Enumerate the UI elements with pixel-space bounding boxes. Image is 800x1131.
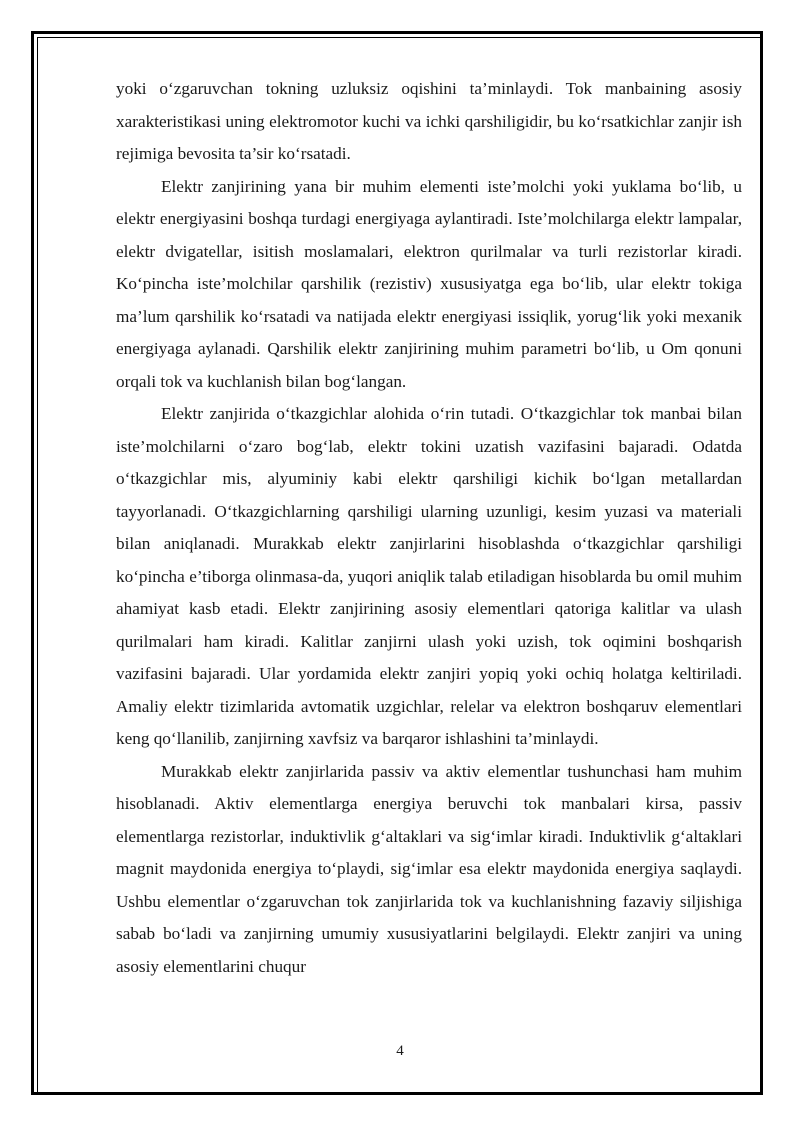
paragraph: Elektr zanjirining yana bir muhim elementi iste’molchi yoki yuklama bo‘lib, u elektr energiyasini boshqa turdagi energiyaga aylantiradi. Iste’molchilarga elektr lampalar, elektr dvigatellar, isitish moslamalari, elektron qurilmalar va turli rezistorlar kiradi. Ko‘pincha iste’molchilar qarshilik (rezistiv) xususiyatga ega bo‘lib, ular elektr tokiga ma’lum qarshilik ko‘rsatadi va natijada elektr energiyasi issiqlik, yorug‘lik yoki mexanik energiyaga aylanadi. Qarshilik elektr zanjirining muhim parametri bo‘lib, u Om qonuni orqali tok va kuchlanish bilan bog‘langan. [116,176,742,391]
page-number: 4 [396,1043,404,1059]
paragraph: Murakkab elektr zanjirlarida passiv va aktiv elementlar tushunchasi ham muhim hisoblanadi. Aktiv elementlarga energiya beruvchi tok manbalari kirsa, passiv elementlarga rezistorlar, induktivlik g‘altaklari va sig‘imlar kiradi. Induktivlik g‘altaklari magnit maydonida energiya to‘playdi, sig‘imlar esa elektr maydonida energiya saqlaydi. Ushbu elementlar o‘zgaruvchan tok zanjirlarida tok va kuchlanishning fazaviy siljishiga sabab bo‘ladi va zanjirning umumiy xususiyatlarini belgilaydi. Elektr zanjiri va uning asosiy elementlarini chuqur [116,761,742,976]
paragraph: yoki o‘zgaruvchan tokning uzluksiz oqishini ta’minlaydi. Tok manbaining asosiy xarakteristikasi uning elektromotor kuchi va ichki qarshiligidir, bu ko‘rsatkichlar zanjir ish rejimiga bevosita ta’sir ko‘rsatadi. [116,79,742,163]
body-text [116,73,742,983]
paragraph: Elektr zanjirida o‘tkazgichlar alohida o‘rin tutadi. O‘tkazgichlar tok manbai bilan iste’molchilarni o‘zaro bog‘lab, elektr tokini uzatish vazifasini bajaradi. Odatda o‘tkazgichlar mis, alyuminiy kabi elektr qarshiligi kichik bo‘lgan metallardan tayyorlanadi. O‘tkazgichlarning qarshiligi ularning uzunligi, kesim yuzasi va materiali bilan aniqlanadi. Murakkab elektr zanjirlarini hisoblashda o‘tkazgichlar qarshiligi ko‘pincha e’tiborga olinmasa-da, yuqori aniqlik talab etiladigan hisoblarda bu omil muhim ahamiyat kasb etadi. Elektr zanjirining asosiy elementlari qatoriga kalitlar va ulash qurilmalari ham kiradi. Kalitlar zanjirni ulash yoki uzish, tok oqimini boshqarish vazifasini bajaradi. Ular yordamida elektr zanjiri yopiq yoki ochiq holatga keltiriladi. Amaliy elektr tizimlarida avtomatik uzgichlar, relelar va elektron boshqaruv elementlari keng qo‘llanilib, zanjirning xavfsiz va barqaror ishlashini ta’minlaydi. [116,404,742,748]
